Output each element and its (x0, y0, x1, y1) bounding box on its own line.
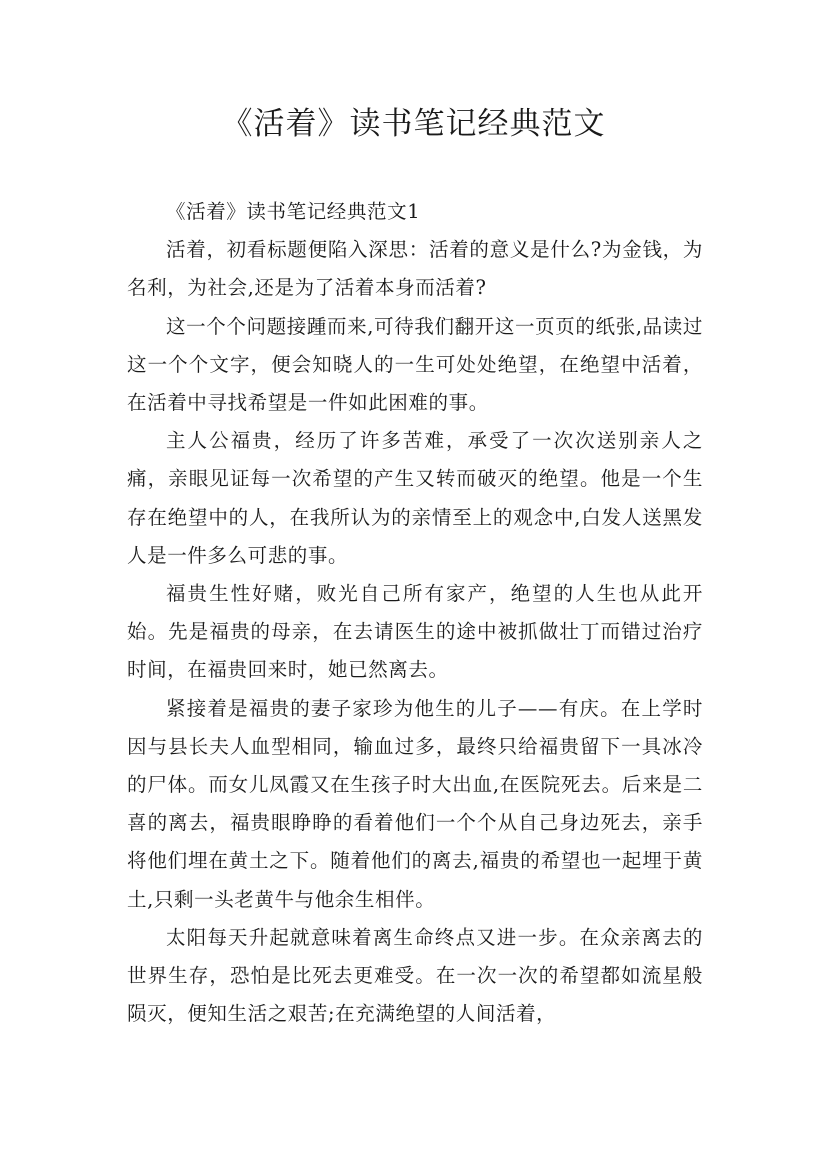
section-subtitle: 《活着》读书笔记经典范文1 (166, 200, 421, 223)
paragraph: 太阳每天升起就意味着离生命终点又进一步。在众亲离去的世界生存，恐怕是比死去更难受。在一次一次的希望都如流星般陨灭，便知生活之艰苦;在充满绝望的人间活着， (127, 925, 703, 1026)
document-title: 《活着》读书笔记经典范文 (221, 106, 606, 142)
paragraph: 主人公福贵，经历了许多苦难，承受了一次次送别亲人之痛，亲眼见证每一次希望的产生又转而破灭的绝望。他是一个生存在绝望中的人，在我所认为的亲情至上的观念中,白发人送黑发人是一件多么可悲的事。 (127, 429, 703, 567)
paragraph: 福贵生性好赌，败光自己所有家产，绝望的人生也从此开始。先是福贵的母亲，在去请医生的途中被抓做壮丁而错过治疗时间，在福贵回来时，她已然离去。 (127, 582, 703, 682)
paragraph: 这一个个问题接踵而来,可待我们翻开这一页页的纸张,品读过这一个个文字，便会知晓人的一生可处处绝望，在绝望中活着，在活着中寻找希望是一件如此困难的事。 (127, 314, 703, 415)
paragraph: 活着，初看标题便陷入深思：活着的意义是什么?为金钱，为名利，为社会,还是为了活着本身而活着? (127, 238, 703, 300)
document-body (127, 193, 703, 1033)
paragraph: 紧接着是福贵的妻子家珍为他生的儿子——有庆。在上学时因与县长夫人血型相同，输血过多，最终只给福贵留下一具冰冷的尸体。而女儿凤霞又在生孩子时大出血,在医院死去。后来是二喜的离去，福贵眼睁睁的看着他们一个个从自己身边死去，亲手将他们埋在黄土之下。随着他们的离去,福贵的希望也一起埋于黄土,只剩一头老黄牛与他余生相伴。 (127, 696, 703, 911)
